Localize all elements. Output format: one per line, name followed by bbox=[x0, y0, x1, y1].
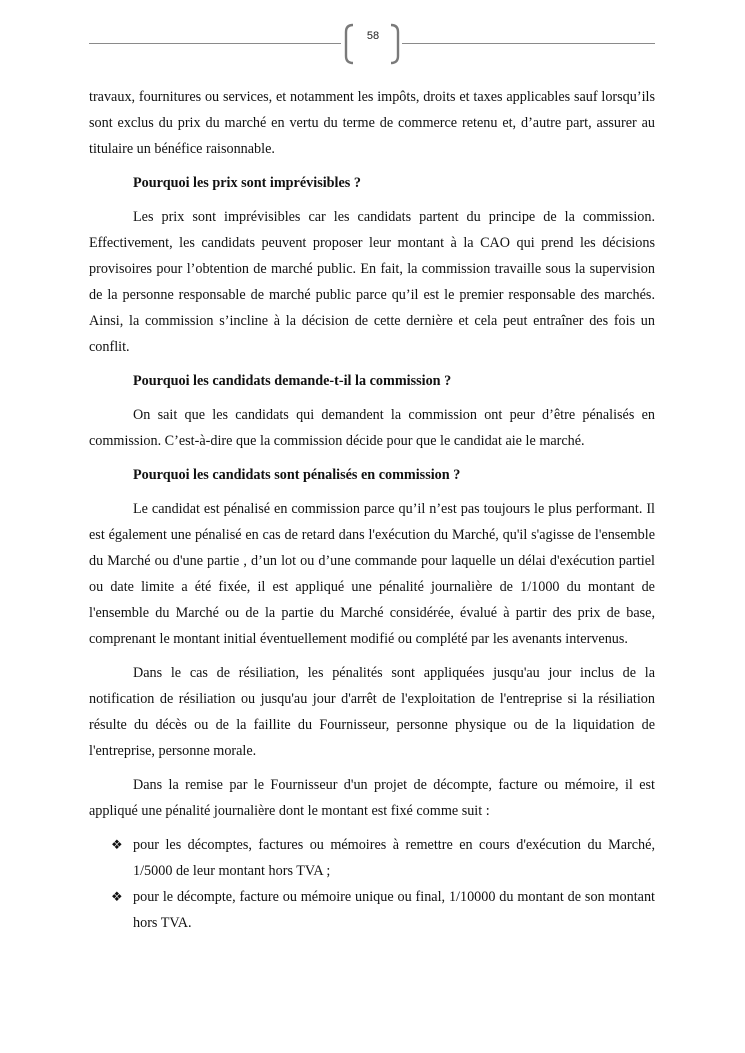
paragraph-remise: Dans la remise par le Fournisseur d'un projet de décompte, facture ou mémoire, il est appliqué une pénalité journalière dont le montant est fixé comme suit : bbox=[89, 777, 655, 819]
paragraph-continuation: travaux, fournitures ou services, et notamment les impôts, droits et taxes applicables sauf lorsqu’ils sont exclus du prix du marché en vertu du terme de commerce retenu et, d’autre part, assurer au titulaire un bénéfice raisonnable. bbox=[89, 89, 655, 157]
paragraph-prix: Les prix sont imprévisibles car les candidats partent du principe de la commission. Effectivement, les candidats peuvent proposer leur montant à la CAO qui prend les décisions provisoires pour l’obtention de marché public. En fait, la commission travaille sous la supervision de la personne responsable de marché public parce qu’il est le premier responsable des marchés. Ainsi, la commission s’incline à la décision de cette dernière et cela peut entraîner des fois un conflit. bbox=[89, 209, 655, 355]
page-header bbox=[89, 22, 655, 66]
paragraph-candidats: On sait que les candidats qui demandent la commission ont peur d’être pénalisés en commission. C’est-à-dire que la commission décide pour que le candidat aie le marché. bbox=[89, 407, 655, 449]
list-item bbox=[89, 832, 655, 884]
page-number: 58 bbox=[366, 30, 380, 42]
page-body bbox=[89, 84, 655, 936]
paragraph-penalites: Le candidat est pénalisé en commission parce qu’il n’est pas toujours le plus performant. Il est également une pénalisé en cas de retard dans l'exécution du Marché, qu'il s'agisse de l'ensemble du Marché ou d'une partie , d’un lot ou d’une commande pour laquelle un délai d'exécution partiel ou date limite a été fixée, il est appliqué une pénalité journalière de 1/1000 du montant de l'ensemble du Marché ou de la partie du Marché considérée, évalué à partir des prix de base, comprenant le montant initial éventuellement modifié ou complété par les avenants intervenus. bbox=[89, 501, 655, 647]
left-bracket-icon bbox=[341, 22, 355, 66]
heading-prix-imprevisibles: Pourquoi les prix sont imprévisibles ? bbox=[133, 175, 361, 191]
list-item-text: pour les décomptes, factures ou mémoires à remettre en cours d'exécution du Marché, 1/5000 de leur montant hors TVA ; bbox=[133, 837, 655, 879]
list-item-text: pour le décompte, facture ou mémoire unique ou final, 1/10000 du montant de son montant hors TVA. bbox=[133, 889, 655, 931]
heading-candidats-commission: Pourquoi les candidats demande-t-il la commission ? bbox=[133, 373, 452, 389]
heading-candidats-penalises: Pourquoi les candidats sont pénalisés en commission ? bbox=[133, 467, 461, 483]
penalty-list bbox=[89, 832, 655, 936]
list-item bbox=[89, 884, 655, 936]
diamond-bullet-icon: ❖ bbox=[111, 889, 123, 904]
right-bracket-icon bbox=[389, 22, 403, 66]
header-rule-right bbox=[402, 43, 655, 44]
diamond-bullet-icon: ❖ bbox=[111, 837, 123, 852]
paragraph-resiliation: Dans le cas de résiliation, les pénalités sont appliquées jusqu'au jour inclus de la notification de résiliation ou jusqu'au jour d'arrêt de l'exploitation de l'entreprise si la résiliation résulte du décès ou de la faillite du Fournisseur, personne physique ou de la liquidation de l'entreprise, personne morale. bbox=[89, 665, 655, 759]
header-rule-left bbox=[89, 43, 341, 44]
